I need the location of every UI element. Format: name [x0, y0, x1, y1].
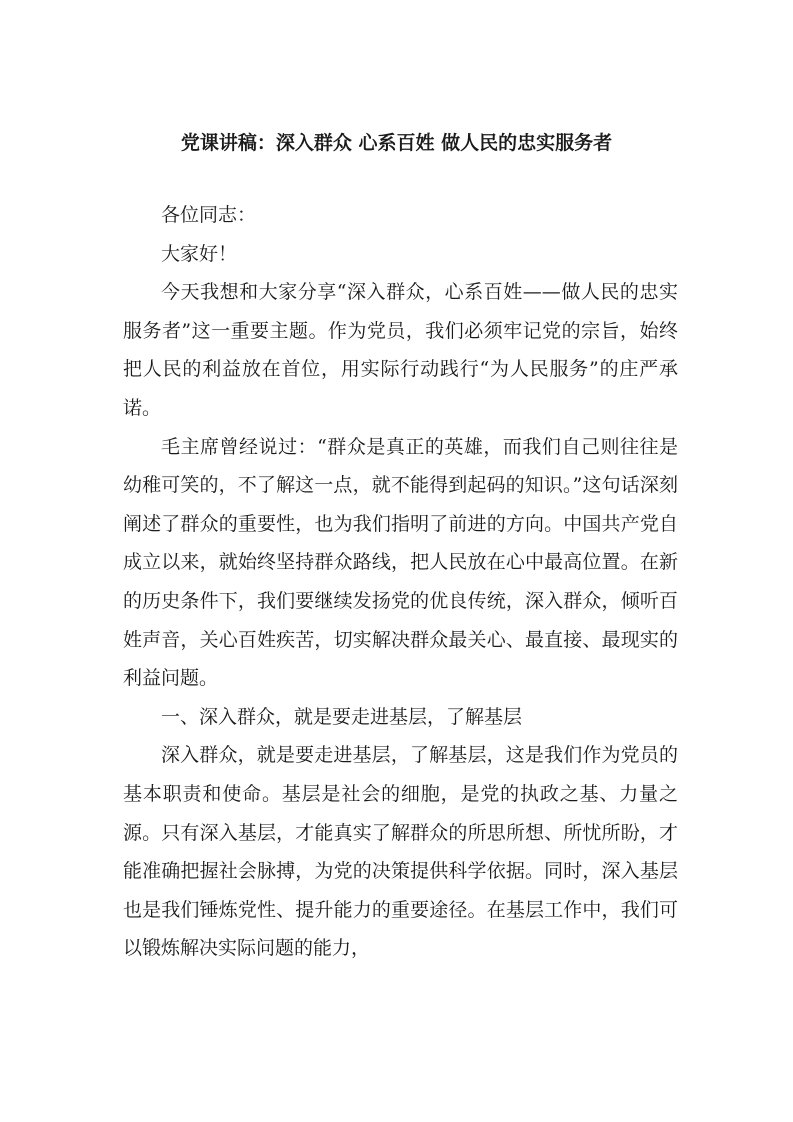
quote-paragraph: 毛主席曾经说过：“群众是真正的英雄，而我们自己则往往是幼稚可笑的，不了解这一点，就不能得到起码的知识。”这句话深刻阐述了群众的重要性，也为我们指明了前进的方向。中国共产党自成立以来，就始终坚持群众路线，把人民放在心中最高位置。在新的历史条件下，我们要继续发扬党的优良传统，深入群众，倾听百姓声音，关心百姓疾苦，切实解决群众最关心、最直接、最现实的利益问题。 — [123, 435, 678, 690]
document-title: 党课讲稿：深入群众 心系百姓 做人民的忠实服务者 — [180, 132, 613, 154]
document-body — [123, 196, 678, 968]
section-1-paragraph: 深入群众，就是要走进基层，了解基层，这是我们作为党员的基本职责和使命。基层是社会的细胞，是党的执政之基、力量之源。只有深入基层，才能真实了解群众的所思所想、所忧所盼，才能准确把握社会脉搏，为党的决策提供科学依据。同时，深入基层也是我们锤炼党性、提升能力的重要途径。在基层工作中，我们可以锻炼解决实际问题的能力， — [123, 744, 678, 960]
greeting-line: 各位同志： — [161, 204, 257, 226]
section-heading-1: 一、深入群众，就是要走进基层，了解基层 — [161, 705, 523, 728]
salutation-line: 大家好！ — [161, 242, 238, 265]
intro-paragraph: 今天我想和大家分享“深入群众，心系百姓——做人民的忠实服务者”这一重要主题。作为党员，我们必须牢记党的宗旨，始终把人民的利益放在首位，用实际行动践行“为人民服务”的庄严承诺。 — [123, 281, 678, 419]
